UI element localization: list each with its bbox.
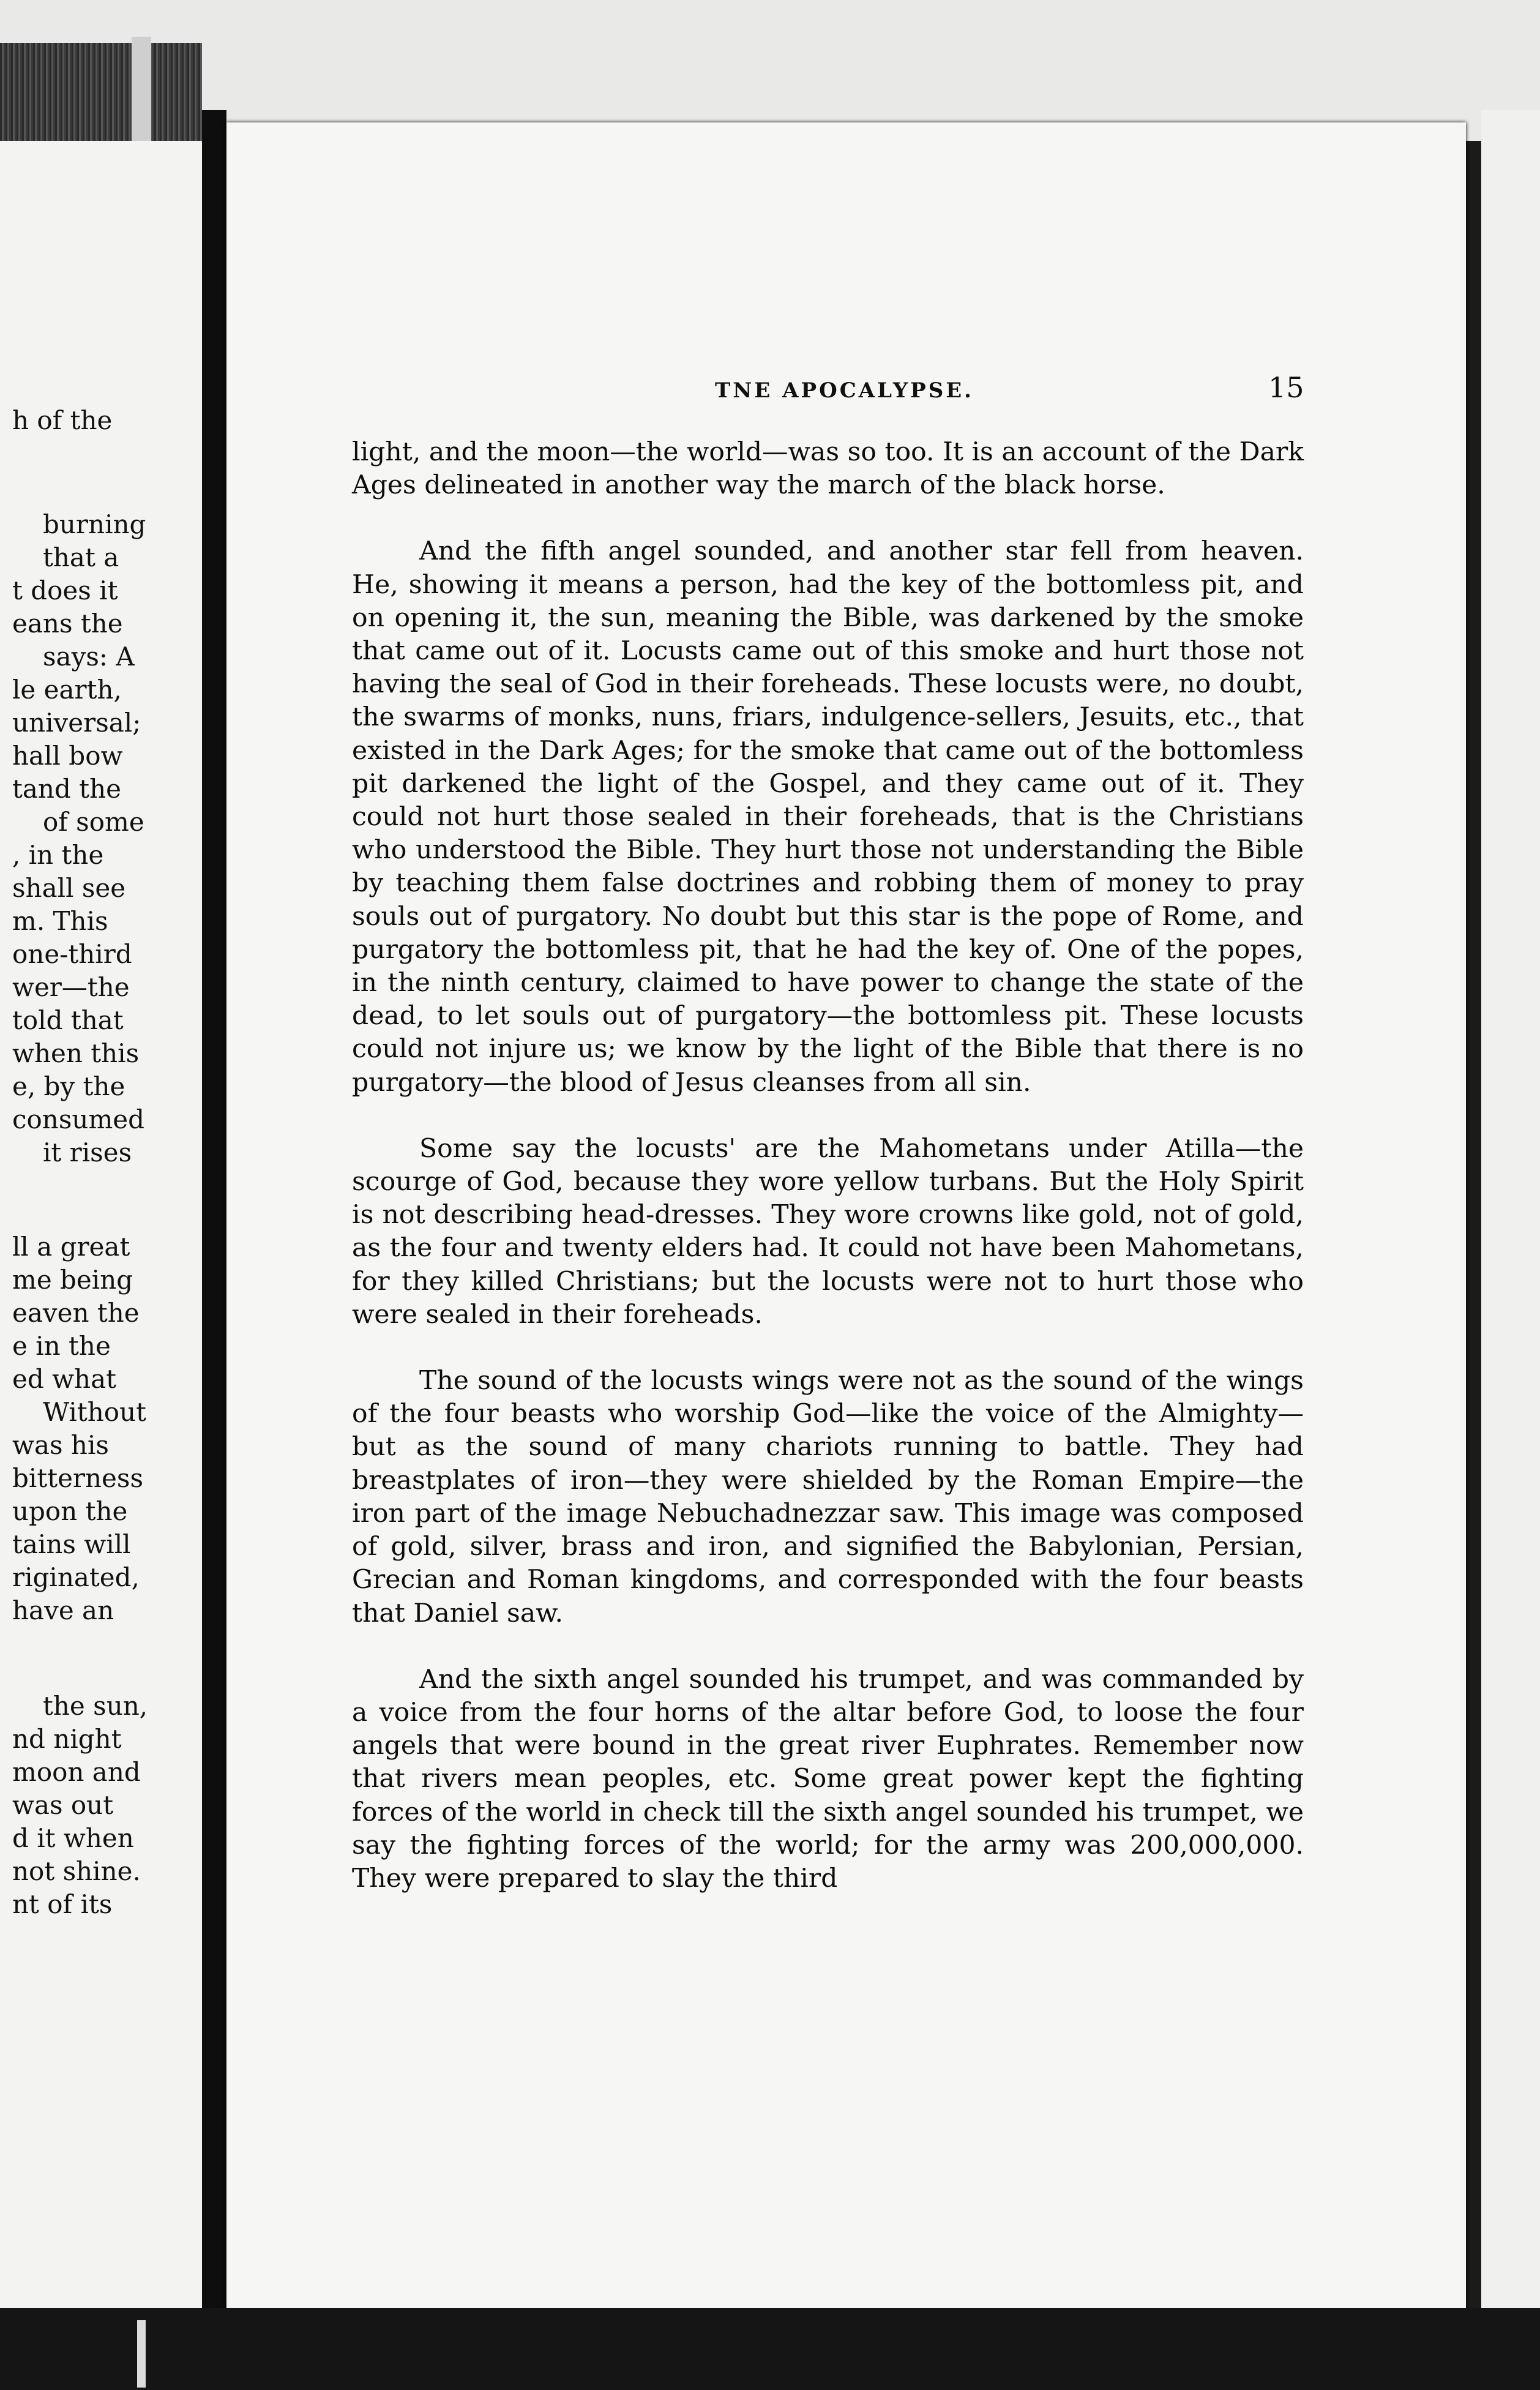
- left-page-fragment: ll a great: [12, 1232, 130, 1262]
- paragraph: And the fifth angel sounded, and another star fell from heaven. He, showing it means a person, had the key of the bottomless pit, and on opening it, the sun, meaning the Bible, was darkened by the smoke that came out of it. Locusts came out of this smoke and hurt those not having the seal of God in their foreheads. These locusts were, no doubt, the swarms of monks, nuns, friars, indulgence-sellers, Jesuits, etc., that existed in the Dark Ages; for the smoke that came out of the bottomless pit darkened the light of the Gospel, and they came out of it. They could not hurt those sealed in their foreheads, that is the Christians who understood the Bible. They hurt those not understanding the Bible by teaching them false doctrines and robbing them of money to pray souls out of purgatory. No doubt but this star is the pope of Rome, and purgatory the bottomless pit, that he had the key of. One of the popes, in the ninth century, claimed to have power to change the state of the dead, to let souls out of purgatory—the bottomless pit. These locusts could not injure us; we know by the light of the Bible that there is no purgatory—the blood of Jesus cleanses from all sin.: [352, 536, 1304, 1098]
- left-page-fragment: universal;: [12, 708, 141, 738]
- left-page-fragment: le earth,: [12, 675, 122, 705]
- left-page-fragment: e in the: [12, 1331, 111, 1361]
- scanner-background-right: [1481, 110, 1540, 2390]
- left-page-fragment: was out: [12, 1790, 114, 1820]
- left-page-fragment: , in the: [12, 840, 104, 870]
- left-page-fragment: eans the: [12, 609, 123, 639]
- binding-stitch: [137, 2320, 146, 2388]
- running-head: TNE APOCALYPSE.: [715, 378, 974, 403]
- left-page-fragment: the sun,: [43, 1691, 148, 1721]
- left-page-fragment: one-third: [12, 939, 132, 969]
- left-page-fragment: not shine.: [12, 1856, 141, 1886]
- left-page-fragment: upon the: [12, 1496, 128, 1526]
- left-page-fragment: nd night: [12, 1724, 122, 1754]
- left-page-fragment: told that: [12, 1005, 124, 1035]
- book-gutter: [202, 110, 226, 2314]
- left-page-fragment: d it when: [12, 1823, 134, 1853]
- left-page-fragment: e, by the: [12, 1071, 125, 1101]
- left-page-fragment: shall see: [12, 873, 126, 903]
- left-page-fragment: says: A: [43, 642, 135, 672]
- left-page-fragment: Without: [43, 1397, 147, 1427]
- body-text: [352, 436, 1304, 1895]
- left-page-fragment: riginated,: [12, 1562, 140, 1592]
- left-page-fragment: when this: [12, 1038, 140, 1068]
- left-page-fragment: t does it: [12, 575, 118, 605]
- left-page-fragment: h of the: [12, 405, 113, 435]
- left-page-fragment: of some: [43, 807, 144, 837]
- left-page-fragment: eaven the: [12, 1298, 140, 1328]
- left-page-fragment: nt of its: [12, 1889, 113, 1919]
- left-page-fragment: have an: [12, 1595, 114, 1625]
- left-page-fragment: that a: [43, 542, 119, 572]
- page-number: 15: [1268, 371, 1304, 404]
- left-page-fragment: burning: [43, 509, 146, 539]
- left-page-fragment: was his: [12, 1430, 109, 1460]
- left-page-fragment: ed what: [12, 1364, 117, 1394]
- left-page-fragment: wer—the: [12, 972, 130, 1002]
- paragraph: Some say the locusts' are the Mahometans under Atilla—the scourge of God, because they wore yellow turbans. But the Holy Spirit is not describing head-dresses. They wore crowns like gold, not of gold, as the four and twenty elders had. It could not have been Mahometans, for they killed Christians; but the locusts were not to hurt those who were sealed in their foreheads.: [352, 1133, 1304, 1330]
- scanner-background-bottom: [0, 2308, 1540, 2390]
- paragraph: And the sixth angel sounded his trumpet, and was commanded by a voice from the four horns of the altar before God, to loose the four angels that were bound in the great river Euphrates. Remember now that rivers mean peoples, etc. Some great power kept the fighting forces of the world in check till the sixth angel sounded his trumpet, we say the fighting forces of the world; for the army was 200,000,000. They were prepared to slay the third: [352, 1664, 1304, 1894]
- left-page-fragment: bitterness: [12, 1463, 144, 1493]
- paragraph: The sound of the locusts wings were not as the sound of the wings of the four beasts who worship God—like the voice of the Almighty—but as the sound of many chariots running to battle. They had breastplates of iron—they were shielded by the Roman Empire—the iron part of the image Nebuchadnezzar saw. This image was composed of gold, silver, brass and iron, and signified the Babylonian, Persian, Grecian and Roman kingdoms, and corresponded with the four beasts that Daniel saw.: [352, 1366, 1304, 1628]
- left-page-fragment: consumed: [12, 1104, 145, 1134]
- left-page: [0, 141, 202, 2308]
- left-page-fragment: moon and: [12, 1757, 141, 1787]
- paragraph: light, and the moon—the world—was so too. It is an account of the Dark Ages delineated in another way the march of the black horse.: [352, 437, 1304, 501]
- scanner-background-top: [0, 0, 1540, 141]
- left-page-fragment: it rises: [43, 1137, 132, 1167]
- left-page-fragment: m. This: [12, 906, 108, 936]
- left-page-fragment: tains will: [12, 1529, 131, 1559]
- left-page-fragment: tand the: [12, 774, 121, 804]
- left-page-fragment: me being: [12, 1265, 133, 1295]
- left-page-fragment: hall bow: [12, 741, 123, 771]
